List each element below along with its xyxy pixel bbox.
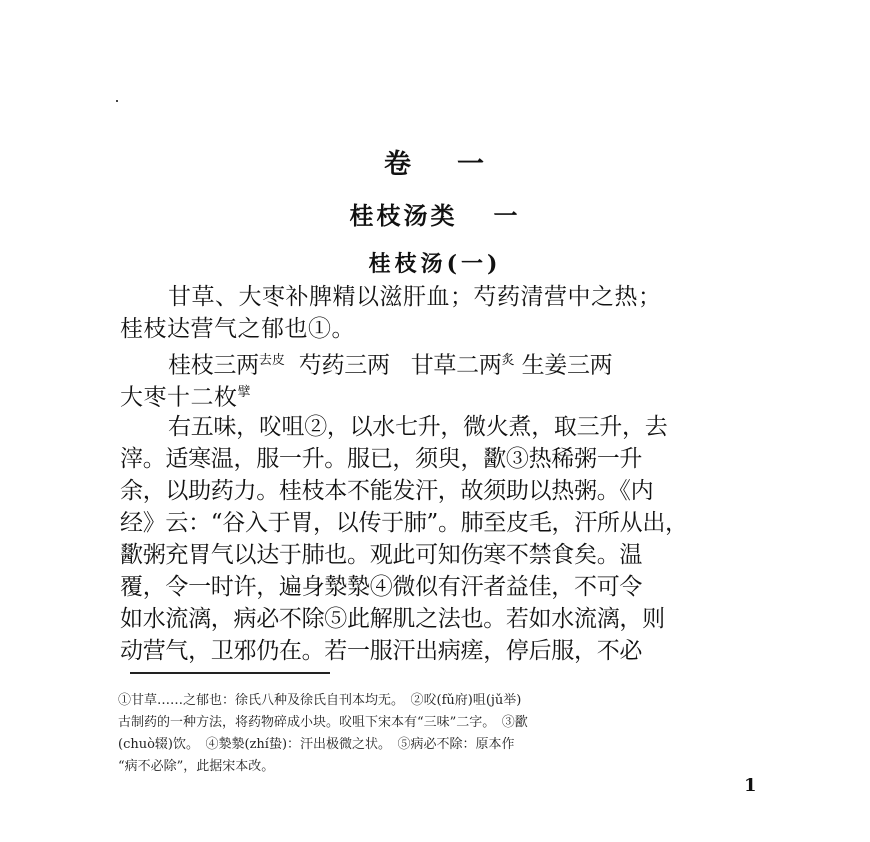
footnote-line-3: (chuò辍)饮。 ④漐漐(zhí蛰)：汗出极微之状。 ⑤病必不除：原本作 <box>118 737 515 752</box>
intro-line-1: 甘草、大枣补脾精以滋肝血；芍药清营中之热； <box>168 284 662 310</box>
body-line-8: 动营气，卫邪仍在。若一服汗出病瘥，停后服，不必 <box>120 638 643 664</box>
ingredient-gui-zhi-note: 去皮 <box>258 353 285 368</box>
body-line-4: 经》云：“谷入于胃，以传于肺”。肺至皮毛，汗所从出， <box>120 510 688 536</box>
body-line-2: 滓。适寒温，服一升。服已，须臾，歠③热稀粥一升 <box>120 446 643 472</box>
ingredient-da-zao: 大枣十二枚 <box>120 384 238 410</box>
ingredient-gan-cao: 甘草二两 <box>410 352 502 378</box>
ingredient-gan-cao-note: 炙 <box>501 353 515 368</box>
page-number: 1 <box>744 775 757 796</box>
ingredient-da-zao-note: 擘 <box>237 385 251 400</box>
volume-title-part1: 卷 <box>384 149 413 180</box>
ingredient-gui-zhi: 桂枝三两 <box>168 352 259 378</box>
footnote-line-4: “病不必除”，此据宋本改。 <box>118 759 275 774</box>
ingredients-line-2 <box>120 376 810 410</box>
ingredients-line-1 <box>168 344 810 378</box>
volume-title <box>0 142 870 181</box>
body-line-1: 右五味，㕮咀②，以水七升，微火煮，取三升，去 <box>168 414 668 440</box>
body-line-3: 余，以助药力。桂枝本不能发汗，故须助以热粥。《内 <box>120 478 654 504</box>
footnote-line-1: ①甘草……之郁也：徐氏八种及徐氏自刊本均无。 ②㕮(fǔ府)咀(jǔ举) <box>118 693 522 708</box>
section-title <box>0 196 870 231</box>
scan-speck <box>116 100 118 102</box>
footnote-line-2: 古制药的一种方法，将药物碎成小块。㕮咀下宋本有“三味”二字。 ③歠 <box>118 715 528 730</box>
section-title-part1: 桂枝汤类 <box>349 201 458 230</box>
body-line-6: 覆，令一时许，遍身漐漐④微似有汗者益佳，不可令 <box>120 574 643 600</box>
ingredient-sheng-jiang: 生姜三两 <box>521 352 613 378</box>
volume-title-part2: 一 <box>457 149 486 180</box>
footnote-divider <box>130 672 330 676</box>
section-title-part2: 一 <box>493 201 521 230</box>
intro-line-2: 桂枝达营气之郁也①。 <box>120 316 355 342</box>
body-line-5: 歠粥充胃气以达于肺也。观此可知伤寒不禁食矣。温 <box>120 542 643 568</box>
formula-title: 桂枝汤(一) <box>368 251 502 277</box>
body-line-7: 如水流漓，病必不除⑤此解肌之法也。若如水流漓，则 <box>120 606 665 632</box>
ingredient-shao-yao: 芍药三两 <box>298 352 390 378</box>
